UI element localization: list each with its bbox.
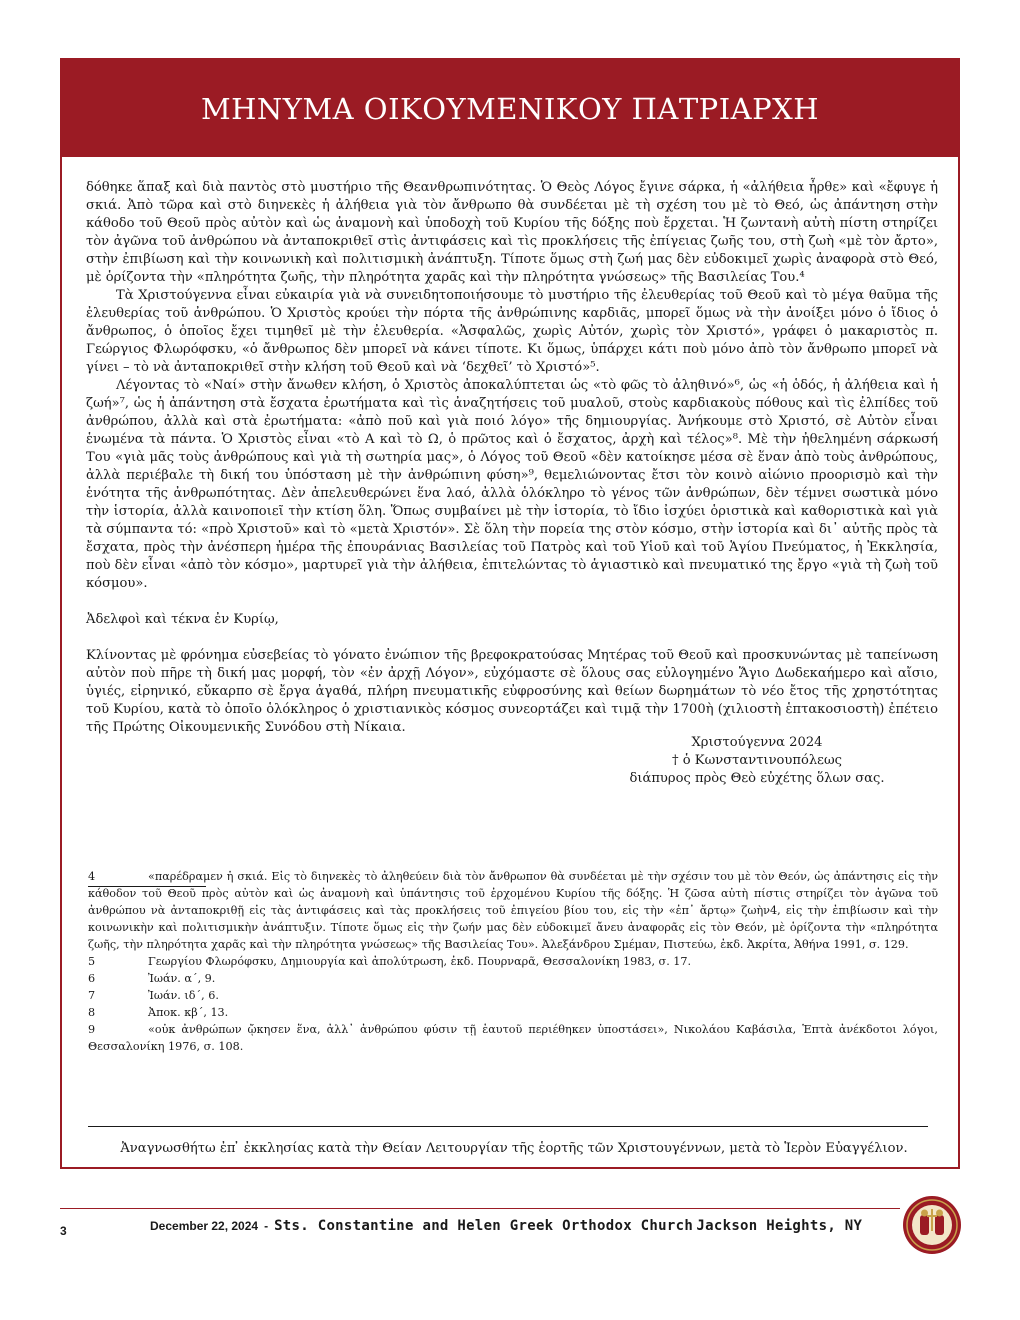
- reading-instruction: Ἀναγνωσθήτω ἐπ ̓ ἐκκλησίας κατὰ τὴν Θείαν Λειτουργίαν τῆς ἑορτῆς τῶν Χριστουγέννων, μετὰ τὸ Ἱερὸν Εὐαγγέλιον.: [120, 1141, 908, 1156]
- footnote-item: [88, 868, 938, 953]
- footnote-item: [88, 1004, 938, 1021]
- signature-closing: διάπυρος πρὸς Θεὸ εὐχέτης ὅλων σας.: [629, 771, 885, 786]
- paragraph: Τὰ Χριστούγεννα εἶναι εὐκαιρία γιὰ νὰ συνειδητοποιήσουμε τὸ μυστήριο τῆς ἐλευθερίας τοῦ Θεοῦ καὶ τὸ μέγα θαῦμα τῆς ἐλευθερίας τοῦ ἀνθρώπου. Ὁ Χριστὸς κρούει τὴν πόρτα τῆς ἀνθρώπινης καρδιᾶς, μπορεῖ ὅμως νὰ τὴν ἀνοίξει μόνο ὁ ἴδιος ὁ ἄνθρωπος, ὁ ὁποῖος ἔχει τιμηθεῖ μὲ τὴν ἐλευθερία. «Ἀσφαλῶς, χωρὶς Αὐτόν, χωρὶς τὸν Χριστό», γράφει ὁ μακαριστὸς π. Γεώργιος Φλωρόφσκυ, «ὁ ἄνθρωπος δὲν μπορεῖ νὰ κάνει τίποτε. Κι ὅμως, ὑπάρχει κάτι ποὺ μόνο ἀπὸ τὸν ἄνθρωπο μπορεῖ νὰ γίνει – τὸ νὰ ἀνταποκριθεῖ στὴν κλήση τοῦ Θεοῦ καὶ νὰ ‘δεχθεῖ’ τὸ Χριστό»⁵.: [86, 288, 938, 375]
- footnote-number: 5: [88, 955, 96, 968]
- footnote-text: Ἀποκ. κβ΄, 13.: [148, 1006, 229, 1019]
- footnote-number: 7: [88, 989, 96, 1002]
- footer-divider: [60, 1208, 900, 1209]
- footer-separator: -: [264, 1219, 269, 1233]
- footnote-number: 8: [88, 1006, 96, 1019]
- footnote-item: [88, 970, 938, 987]
- church-seal-icon: [902, 1195, 962, 1255]
- footnote-item: [88, 987, 938, 1004]
- footer-line: [150, 1218, 862, 1234]
- signature-block: [582, 734, 932, 788]
- page-number: 3: [60, 1224, 67, 1238]
- paragraph: Κλίνοντας μὲ φρόνημα εὐσεβείας τὸ γόνατο ἐνώπιον τῆς βρεφοκρατούσας Μητέρας τοῦ Θεοῦ καὶ προσκυνώντας μὲ ταπείνωση αὐτὸν ποὺ πῆρε τὴ δική μας μορφή, τὸν «ἐν ἀρχῇ Λόγον», εὐχόμαστε σὲ ὅλους σας εὐλογημένο Ἅγιο Δωδεκαήμερο καὶ αἴσιο, ὑγιές, εἰρηνικό, εὔκαρπο σὲ ἔργα ἀγαθά, πλήρη πνευματικῆς εὐφροσύνης καὶ θείων δωρημάτων τὸ νέο ἔτος τῆς χρηστότητας τοῦ Κυρίου, κατὰ τὸ ὁποῖο ὁλόκληρος ὁ χριστιανικὸς κόσμος συνεορτάζει καὶ τιμᾷ τὴν 1700ὴ (χιλιοστὴ ἑπτακοσιοστὴ) ἐπέτειο τῆς Πρώτης Οἰκουμενικῆς Συνόδου στὴ Νίκαια.: [86, 648, 938, 735]
- footer-church-name: Sts. Constantine and Helen Greek Orthodox Church: [274, 1218, 694, 1234]
- footnote-item: [88, 1021, 938, 1055]
- message-body: [86, 179, 938, 737]
- footnote-text: Ἰωάν. α΄, 9.: [148, 972, 216, 985]
- title-banner: [62, 60, 958, 157]
- salutation: Ἀδελφοὶ καὶ τέκνα ἐν Κυρίῳ,: [86, 612, 279, 627]
- footnote-text: Ἰωάν. ιδ΄, 6.: [148, 989, 219, 1002]
- signature-date: Χριστούγεννα 2024: [691, 735, 823, 750]
- page-title: ΜΗΝΥΜΑ ΟΙΚΟΥΜΕΝΙΚΟΥ ΠΑΤΡΙΑΡΧΗ: [200, 91, 820, 126]
- footnote-text: «οὐκ ἀνθρώπων ᾤκησεν ἕνα, ἀλλ᾿ ἀνθρώπου φύσιν τῇ ἑαυτοῦ περιέθηκεν ὑποστάσει», Νικολάου Καβάσιλα, Ἑπτὰ ἀνέκδοτοι λόγοι, Θεσσαλονίκη 1976, σ. 108.: [88, 1023, 938, 1053]
- footnote-number: 9: [88, 1023, 96, 1036]
- page-footer: [60, 1218, 910, 1248]
- paragraph: δόθηκε ἅπαξ καὶ διὰ παντὸς στὸ μυστήριο τῆς Θεανθρωπινότητας. Ὁ Θεὸς Λόγος ἔγινε σάρκα, ἡ «ἀλήθεια ἦρθε» καὶ «ἔφυγε ἡ σκιά. Ἀπὸ τῶρα καὶ στὸ διηνεκὲς ἡ ἀλήθεια γιὰ τὸν ἄνθρωπο θὰ συνδέεται μὲ τὴ σχέση του μὲ τὸ Θεό, ὡς ἀπάντηση στὴν κάθοδο τοῦ Θεοῦ πρὸς αὐτὸν καὶ ὡς ἀναμονὴ καὶ ὑποδοχὴ τοῦ Κυρίου τῆς δόξης ποὺ ἔρχεται. Ἡ ζωντανὴ αὐτὴ πίστη στηρίζει τὸν ἀγῶνα τοῦ ἀνθρώπου νὰ ἀνταποκριθεῖ στὶς ἀντιφάσεις καὶ τὶς προκλήσεις τῆς ἐπίγειας ζωῆς του, στὴ ζωὴ «μὲ τὸν ἄρτο», στὴν ἐπιβίωση καὶ τὴν κοινωνικὴ καὶ πολιτισμικὴ ἀνάπτυξη. Τίποτε ὅμως στὴ ζωή μας δὲν εὐδοκιμεῖ χωρὶς ἀναφορὰ στὸ Θεό, μὲ ὁρίζοντα τὴν «πληρότητα ζωῆς, τὴν πληρότητα χαρᾶς καὶ τὴν πληρότητα γνώσεως» τῆς Βασιλείας Του.⁴: [86, 180, 938, 285]
- footer-location: Jackson Heights, NY: [696, 1218, 863, 1234]
- footnote-number: 4: [88, 870, 96, 883]
- message-frame: [60, 58, 960, 1169]
- footnote-text: Γεωργίου Φλωρόφσκυ, Δημιουργία καὶ ἀπολύτρωση, ἐκδ. Πουρναρᾶ, Θεσσαλονίκη 1983, σ. 17.: [148, 955, 692, 968]
- paragraph: Λέγοντας τὸ «Ναί» στὴν ἄνωθεν κλήση, ὁ Χριστὸς ἀποκαλύπτεται ὡς «τὸ φῶς τὸ ἀληθινό»⁶, ὡς «ἡ ὁδός, ἡ ἀλήθεια καὶ ἡ ζωή»⁷, ὡς ἡ ἀπάντηση στὰ ἔσχατα ἐρωτήματα καὶ τὶς ἀναζητήσεις τοῦ μυαλοῦ, στοὺς καρδιακοὺς πόθους καὶ τὶς ἐλπίδες τοῦ ἀνθρώπου, ἀλλὰ καὶ στὰ ἐρωτήματα: «ἀπὸ ποῦ καὶ γιὰ ποιό λόγο» τῆς δημιουργίας. Ἀνήκουμε στὸ Χριστό, σὲ Αὐτὸν εἶναι ἑνωμένα τὰ πάντα. Ὁ Χριστὸς εἶναι «τὸ Α καὶ τὸ Ω, ὁ πρῶτος καὶ ὁ ἔσχατος, ἀρχὴ καὶ τέλος»⁸. Μὲ τὴν ἠθελημένη σάρκωσή Του «γιὰ μᾶς τοὺς ἀνθρώπους καὶ γιὰ τὴ σωτηρία μας», ὁ Λόγος τοῦ Θεοῦ «δὲν κατοίκησε μέσα σὲ ἕναν ἀπὸ τοὺς ἀνθρώπους, ἀλλὰ περιέβαλε τὴ δική του ὑπόσταση μὲ τὴν ἀνθρώπινη φύση»⁹, θεμελιώνοντας ἔτσι τὸν κοινὸ αἰώνιο προορισμὸ καὶ τὴν ἑνότητα τῆς ἀνθρωπότητας. Δὲν ἀπελευθερώνει ἕνα λαό, ἀλλὰ ὁλόκληρο τὸ γένος τῶν ἀνθρώπων, δὲν τέμνει σωστικὰ μόνο τὴν ἱστορία, ἀλλὰ καινοποιεῖ τὴν κτίση ὅλη. Ὅπως συμβαίνει μὲ τὴν ἱστορία, τὸ ἴδιο ἰσχύει ὁριστικὰ καὶ καθοριστικὰ καὶ γιὰ τὰ σύμπαντα τό: «πρὸ Χριστοῦ» καὶ τὸ «μετὰ Χριστόν». Σὲ ὅλη τὴν πορεία της στὸν κόσμο, στὴν ἱστορία καὶ δι᾿ αὐτῆς πρὸς τὰ ἔσχατα, πρὸς τὴν ἀνέσπερη ἡμέρα τῆς ἐπουράνιας Βασιλείας τοῦ Πατρὸς καὶ τοῦ Υἱοῦ καὶ τοῦ Ἁγίου Πνεύματος, ἡ Ἐκκλησία, ποὺ δὲν εἶναι «ἀπὸ τὸν κόσμο», μαρτυρεῖ γιὰ τὴν ἀλήθεια, ἐπιτελώντας τὸ ἁγιαστικὸ καὶ πνευματικό της ἔργο «γιὰ τὴ ζωὴ τοῦ κόσμου».: [86, 378, 938, 591]
- footer-date: December 22, 2024: [150, 1219, 259, 1233]
- signature-name: † ὁ Κωνσταντινουπόλεως: [672, 753, 842, 768]
- footnote-item: [88, 953, 938, 970]
- note-divider: [88, 1126, 928, 1127]
- footnote-text: «παρέδραμεν ἡ σκιά. Εἰς τὸ διηνεκὲς τὸ ἀληθεύειν διὰ τὸν ἄνθρωπον θὰ συνδέεται μὲ τὴν σχέσιν του μὲ τὸν Θεόν, ὡς ἀπάντησις εἰς τὴν κάθοδον τοῦ Θεοῦ πρὸς αὐτὸν καὶ ὡς ἀναμονὴ καὶ ὑπάντησις τοῦ ἐρχομένου Κυρίου τῆς δόξης. Ἡ ζῶσα αὐτὴ πίστις στηρίζει τὸν ἀγῶνα τοῦ ἀνθρώπου νὰ ἀνταποκριθῇ εἰς τὰς ἀντιφάσεις καὶ τὰς προκλήσεις τοῦ ἐπιγείου βίου του, εἰς τὴν «ἐπ᾿ ἄρτῳ» ζωὴν4, εἰς τὴν ἐπιβίωσιν καὶ τὴν κοινωνικὴν καὶ πολιτισμικὴν ἀνάπτυξιν. Τίποτε ὅμως εἰς τὴν ζωήν μας δὲν εὐδοκιμεῖ ἄνευ ἀναφορᾶς εἰς τὸν Θεόν, μὲ ὁρίζοντα τὴν «πληρότητα ζωῆς, τὴν πληρότητα χαρᾶς καὶ τὴν πληρότητα γνώσεως» τῆς Βασιλείας Του». Ἀλεξάνδρου Σμέμαν, Πιστεύω, ἐκδ. Ἀκρίτα, Ἀθήνα 1991, σ. 129.: [88, 870, 938, 951]
- footnote-number: 6: [88, 972, 96, 985]
- footnotes: [88, 868, 938, 1055]
